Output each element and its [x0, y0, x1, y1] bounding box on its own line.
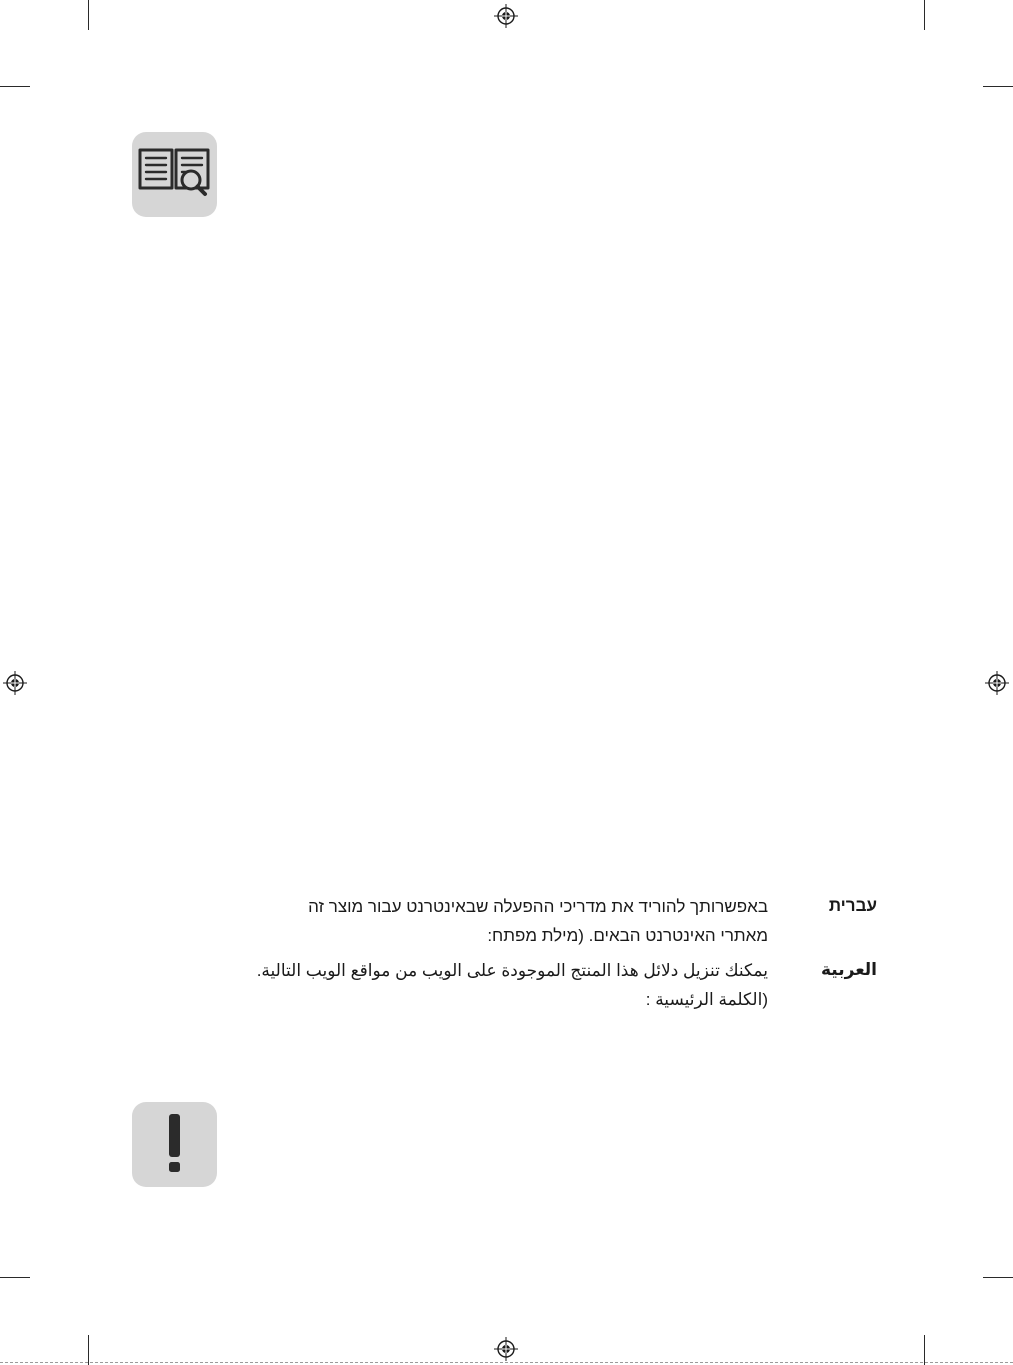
open-book-magnifier-icon — [132, 132, 217, 217]
crop-mark — [0, 86, 30, 87]
registration-mark-icon — [494, 4, 518, 28]
hebrew-line-2: מאתרי האינטרנט הבאים. (מילת מפתח: — [487, 926, 768, 945]
registration-mark-icon — [3, 671, 27, 695]
exclamation-icon — [132, 1102, 217, 1187]
registration-mark-icon — [985, 671, 1009, 695]
crop-mark — [924, 0, 925, 30]
trim-line — [0, 1362, 1013, 1363]
language-label-hebrew: עברית — [828, 896, 877, 915]
language-label-arabic: العربية — [820, 960, 877, 979]
crop-mark — [0, 1277, 30, 1278]
crop-mark — [88, 0, 89, 30]
crop-mark — [924, 1335, 925, 1365]
crop-mark — [983, 1277, 1013, 1278]
manual-icon-box — [132, 132, 217, 217]
arabic-line-1: يمكنك تنزيل دلائل هذا المنتج الموجودة على الويب من مواقع الويب التالية. — [256, 961, 768, 980]
caution-icon-box — [132, 1102, 217, 1187]
registration-mark-icon — [494, 1337, 518, 1361]
crop-mark — [983, 86, 1013, 87]
hebrew-line-1: באפשרותך להוריד את מדריכי ההפעלה שבאינטרנט עבור מוצר זה — [308, 897, 768, 916]
arabic-line-2: (الكلمة الرئيسية : — [645, 990, 768, 1009]
crop-mark — [88, 1335, 89, 1365]
